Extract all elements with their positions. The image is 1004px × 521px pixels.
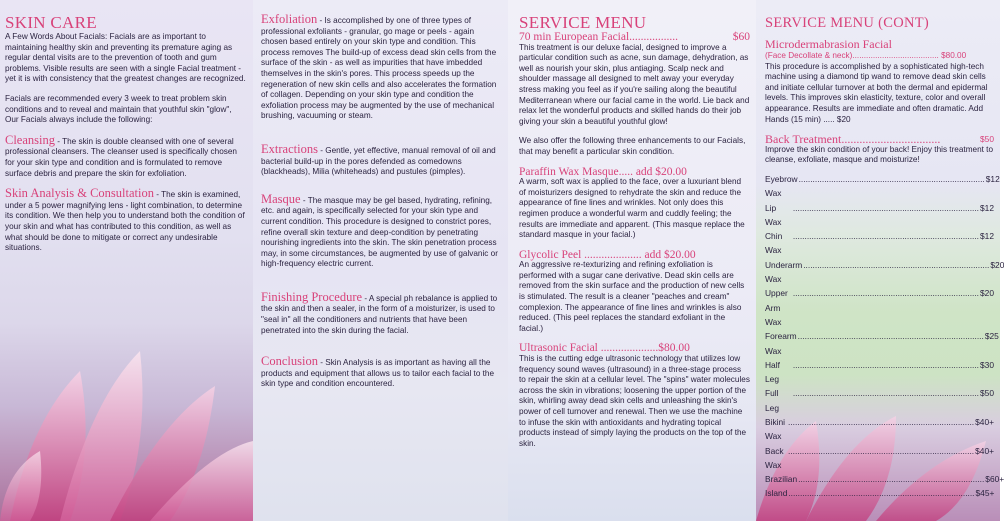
service-menu-cont-title: SERVICE MENU (CONT): [765, 15, 930, 31]
exfoliation-text: - Is accomplished by one of three types of professional exfoliants - granular, go mage or peels - again chosen based entirely on your skin type and condition. This process removes The build-up of excess dead skin cells from the surface of the skin - as well as impurities that have imbedded themselves in the skin's pores. This process speeds up the regeneration of new skin cells and also accelerates the formation of collagen. Depending on your skin type and condition the exfoliation process may be augmented by the use of mechanical brushing, vacuuming or steam.: [261, 16, 497, 121]
list-item: Full Leg ................................................................................ $50: [765, 386, 994, 415]
extractions-title: Extractions: [261, 141, 318, 156]
panel-service-menu-cont: [756, 0, 1004, 521]
list-item: Forearm Wax ................................................................................ $25: [765, 329, 994, 358]
wax-name: Back Wax: [765, 445, 784, 470]
list-item: Lip Wax ................................................................................ $12: [765, 201, 994, 230]
ultrasonic-text: This is the cutting edge ultrasonic technology that utilizes low frequency sound waves (ultrasound) in a three-stage process to repair the skin at a cellular level. The "spins" water molecules across the skin in vibrations; loosening the upper portion of the skin, whirling away dead skin cells and unleashing the skin's power of cell turnover and renewal. Then we use the machine to infuse the skin with antioxidants and hydrating topical products instead of simply laying the products on the top of the skin.: [519, 354, 750, 448]
finishing-block: [261, 289, 502, 336]
cleansing-text: - The skin is double cleansed with one of several professional cleansers. The cleanser used is specifically chosen for your skin type and condition and is formulated to remove surface debris and prepare the skin for exfoliation.: [5, 136, 237, 178]
masque-title: Masque: [261, 191, 301, 206]
list-item: Chin Wax ................................................................................ $12: [765, 229, 994, 258]
wax-price: $30: [980, 359, 994, 370]
analysis-block: [5, 188, 247, 254]
panel-service-menu: [508, 0, 756, 521]
panel-skin-care: [0, 0, 253, 521]
masque-block: [261, 191, 502, 270]
list-item: Bikini Wax ................................................................................ $40+: [765, 415, 994, 444]
list-item: Upper Arm Wax ................................................................................ $20: [765, 286, 994, 329]
panel-facial-steps: [253, 0, 508, 521]
wax-price: $20: [980, 288, 994, 299]
back-treatment-name: Back Treatment.................................: [765, 132, 941, 147]
ultrasonic-name: Ultrasonic Facial ....................$80.00: [519, 342, 690, 355]
list-item: Eyebrow Wax ................................................................................ $12: [765, 172, 994, 201]
facial-recommendation: Facials are recommended every 3 week to treat problem skin conditions and to reveal and maintain that youthful skin "glow", Our Facials always include the following:: [5, 93, 232, 125]
wax-name: Bikini Wax: [765, 416, 786, 442]
cleansing-title: Cleansing: [5, 132, 55, 147]
wax-price: $40+: [975, 445, 994, 456]
lotus-flower-image: [0, 331, 253, 521]
finishing-text: - A special ph rebalance is applied to the skin and then a sealer, in the form of a moisturizer, is used to "seal in" all the conditioners and nutrients that have been penetrated into the skin during the facial.: [261, 293, 498, 335]
skin-care-title: SKIN CARE: [5, 13, 97, 32]
glycolic-text: An aggressive re-texturizing and refining exfoliation is performed with a sugar cane derivative. Dead skin cells are removed from the skin surface and the production of new cells is stimulated. The result is a cleaner "peaches and cream" complexion. The appearance of fine lines and wrinkles is also reduced. (This peel replaces the standard exfoliant in the facial.): [519, 260, 745, 333]
wax-price: $12: [980, 231, 994, 242]
list-item: Brazilian ................................................................................ $60+: [765, 472, 994, 486]
wax-name: Upper Arm Wax: [765, 288, 788, 327]
european-facial-name: 70 min European Facial.................: [519, 31, 679, 43]
wax-price: $20: [990, 259, 1004, 270]
wax-name: Eyebrow Wax: [765, 173, 798, 199]
european-facial-price: $60: [732, 31, 750, 43]
conclusion-title: Conclusion: [261, 354, 318, 369]
micro-sub: (Face Decollate & neck)...................................... $80.00: [765, 51, 967, 60]
wax-price: $25: [984, 331, 999, 342]
wax-name: Underarm Wax: [765, 259, 803, 285]
paraffin-name: Paraffin Wax Masque..... add $20.00: [519, 165, 687, 178]
exfoliation-title: Exfoliation: [261, 12, 318, 26]
list-item: Underarm Wax ................................................................................ $20: [765, 258, 994, 287]
facial-intro: A Few Words About Facials: Facials are as important to maintaining healthy skin and preventing its premature aging as regular dental visits are to the prevention of tooth and gum problems. Visible results are seen with a single Facial treatment - yet it is with consistency that the greatest changes are recognized.: [5, 32, 246, 84]
wax-price: $12: [980, 202, 994, 213]
wax-price: $45+: [975, 488, 995, 499]
extractions-block: [261, 141, 502, 178]
wax-price: $50: [980, 388, 994, 399]
paraffin-text: A warm, soft wax is applied to the face, over a luxuriant blend of moisturizers designed to rehydrate the skin and reduce the appearance of fine lines and wrinkles. Not only does this regimen produce a wonderful warm and cuddly feeling; the results are immediate and apparent. (This masque replace the standard masque in your facial.): [519, 177, 745, 240]
glycolic-name: Glycolic Peel .................... add $20.00: [519, 248, 696, 261]
wax-price-list: [765, 172, 1004, 501]
wax-name: Brazilian: [765, 474, 798, 485]
conclusion-block: [261, 356, 502, 390]
wax-price: $12: [985, 173, 1000, 184]
wax-name: Island: [765, 488, 788, 499]
list-item: Half Leg ................................................................................ $30: [765, 358, 994, 387]
back-treatment-price: $50: [980, 134, 994, 145]
european-facial-text: This treatment is our deluxe facial, designed to improve a particular condition such as acne, sun damage, dehydration, as well as nourish your skin, plus antiaging. Scalp neck and shoulder massage all designed to melt away your everyday stress making you feel as if you're sailing along the beautiful Mediterranean where our facial came in the world. Lie back and relax let the wonderful products and skilled hands do their job giving your skin a beautiful youthful glow!: [519, 42, 750, 126]
wax-name: Lip Wax: [765, 202, 782, 227]
list-item: Island ................................................................................ $45+: [765, 486, 994, 500]
enhancements-text: We also offer the following three enhancements to our Facials, that may benefit a particular skin condition.: [519, 136, 746, 156]
conclusion-text: - Skin Analysis is as important as having all the products and equipment that allows us to tailor each facial to the skin type and condition encountered.: [261, 358, 495, 389]
micro-text: This procedure is accomplished by a sophisticated high-tech machine using a diamond tip wand to remove dead skin cells and initiate cellular turnover at both the dermal and epidermal levels. This improves skin elasticity, texture, color and overall appearance. Results are immediate and often dramatic. Add Hands (15 min) ..... $20: [765, 61, 988, 124]
back-treatment-text: Improve the skin condition of your back! Enjoy this treatment to cleanse, exfoliate, masque and moisturize!: [765, 144, 993, 165]
cleansing-block: [5, 132, 247, 179]
back-treatment-row: [765, 134, 994, 145]
micro-name: Microdermabrasion Facial: [765, 37, 892, 51]
service-menu-title: SERVICE MENU: [519, 13, 647, 32]
wax-name: Forearm Wax: [765, 331, 797, 356]
wax-name: Half Leg: [765, 359, 780, 385]
masque-text: - The masque may be gel based, hydrating, refining, etc. and again, is specifically selected for your skin type and current condition. This procedure is designed to constrict pores, refine overall skin texture and deep-condition by penetrating nourishing ingredients into the skin. The skin penetration process may, in some circumstances, be augmented by use of galvanic or high-frequency electric current.: [261, 195, 498, 269]
list-item: Back Wax ................................................................................ $40+: [765, 444, 994, 473]
wax-price: $60+: [985, 474, 1004, 485]
wax-price: $40+: [975, 416, 994, 427]
analysis-title: Skin Analysis & Consultation: [5, 186, 154, 201]
extractions-text: - Gentle, yet effective, manual removal of oil and bacterial build-up in the pores defended as comedowns (blackheads), Milia (whiteheads) and pustules (pimples).: [261, 145, 496, 177]
analysis-text: - The skin is examined, under a 5 power magnifying lens - light combination, to determine its condition. We then help you to understand both the condition of your skin and what has contributed to this condition, as well as what should be done to mitigate or correct any undesirable situations.: [5, 190, 245, 253]
wax-name: Chin Wax: [765, 231, 783, 256]
exfoliation-block: [261, 14, 502, 122]
finishing-title: Finishing Procedure: [261, 289, 363, 304]
european-facial-row: [519, 32, 750, 43]
wax-name: Full Leg: [765, 388, 779, 413]
